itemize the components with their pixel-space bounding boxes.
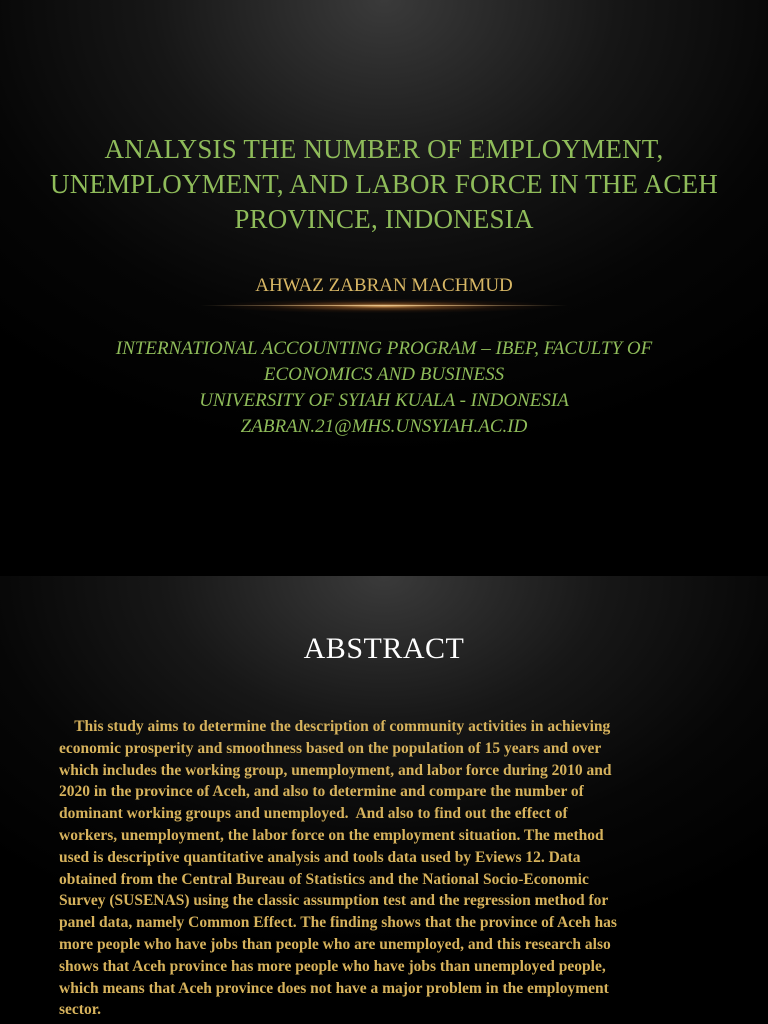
abstract-line: workers, unemployment, the labor force on the employment situation. The method <box>59 826 604 844</box>
abstract-line: Survey (SUSENAS) using the classic assumption test and the regression method for <box>59 892 609 910</box>
abstract-line: which means that Aceh province does not have a major problem in the employment <box>59 979 609 997</box>
abstract-slide <box>0 576 768 1024</box>
abstract-line: which includes the working group, unemployment, and labor force during 2010 and <box>59 761 612 779</box>
abstract-line: sector. <box>59 1001 102 1019</box>
abstract-line: dominant working groups and unemployed. And also to find out the effect of <box>59 805 568 823</box>
abstract-line: panel data, namely Common Effect. The finding shows that the province of Aceh has <box>59 914 617 932</box>
glow-divider <box>170 297 598 315</box>
title-line: PROVINCE, INDONESIA <box>234 204 534 234</box>
abstract-line: shows that Aceh province has more people who have jobs than unemployed people, <box>59 957 606 975</box>
abstract-line: 2020 in the province of Aceh, and also to determine and compare the number of <box>59 783 584 801</box>
affiliation-line: ECONOMICS AND BUSINESS <box>263 364 505 385</box>
abstract-heading: ABSTRACT <box>303 632 465 665</box>
abstract-line: more people who have jobs than people who are unemployed, and this research also <box>59 935 611 953</box>
affiliation-line: UNIVERSITY OF SYIAH KUALA - INDONESIA <box>199 390 569 411</box>
affiliation-line: INTERNATIONAL ACCOUNTING PROGRAM – IBEP, FACULTY OF <box>115 338 653 359</box>
abstract-line: This study aims to determine the description of community activities in achieving <box>59 718 611 735</box>
title-line: UNEMPLOYMENT, AND LABOR FORCE IN THE ACEH <box>50 169 718 199</box>
author-name: AHWAZ ZABRAN MACHMUD <box>255 275 513 296</box>
abstract-line: used is descriptive quantitative analysis and tools data used by Eviews 12. Data <box>59 848 581 866</box>
abstract-line: obtained from the Central Bureau of Statistics and the National Socio-Economic <box>59 870 589 888</box>
presentation-title <box>0 132 768 237</box>
abstract-body <box>59 716 709 1021</box>
affiliation <box>0 336 768 440</box>
abstract-line: economic prosperity and smoothness based on the population of 15 years and over <box>59 739 602 757</box>
glow-divider-line <box>200 305 568 306</box>
title-line: ANALYSIS THE NUMBER OF EMPLOYMENT, <box>104 134 664 164</box>
author-email: ZABRAN.21@MHS.UNSYIAH.AC.ID <box>240 416 528 437</box>
